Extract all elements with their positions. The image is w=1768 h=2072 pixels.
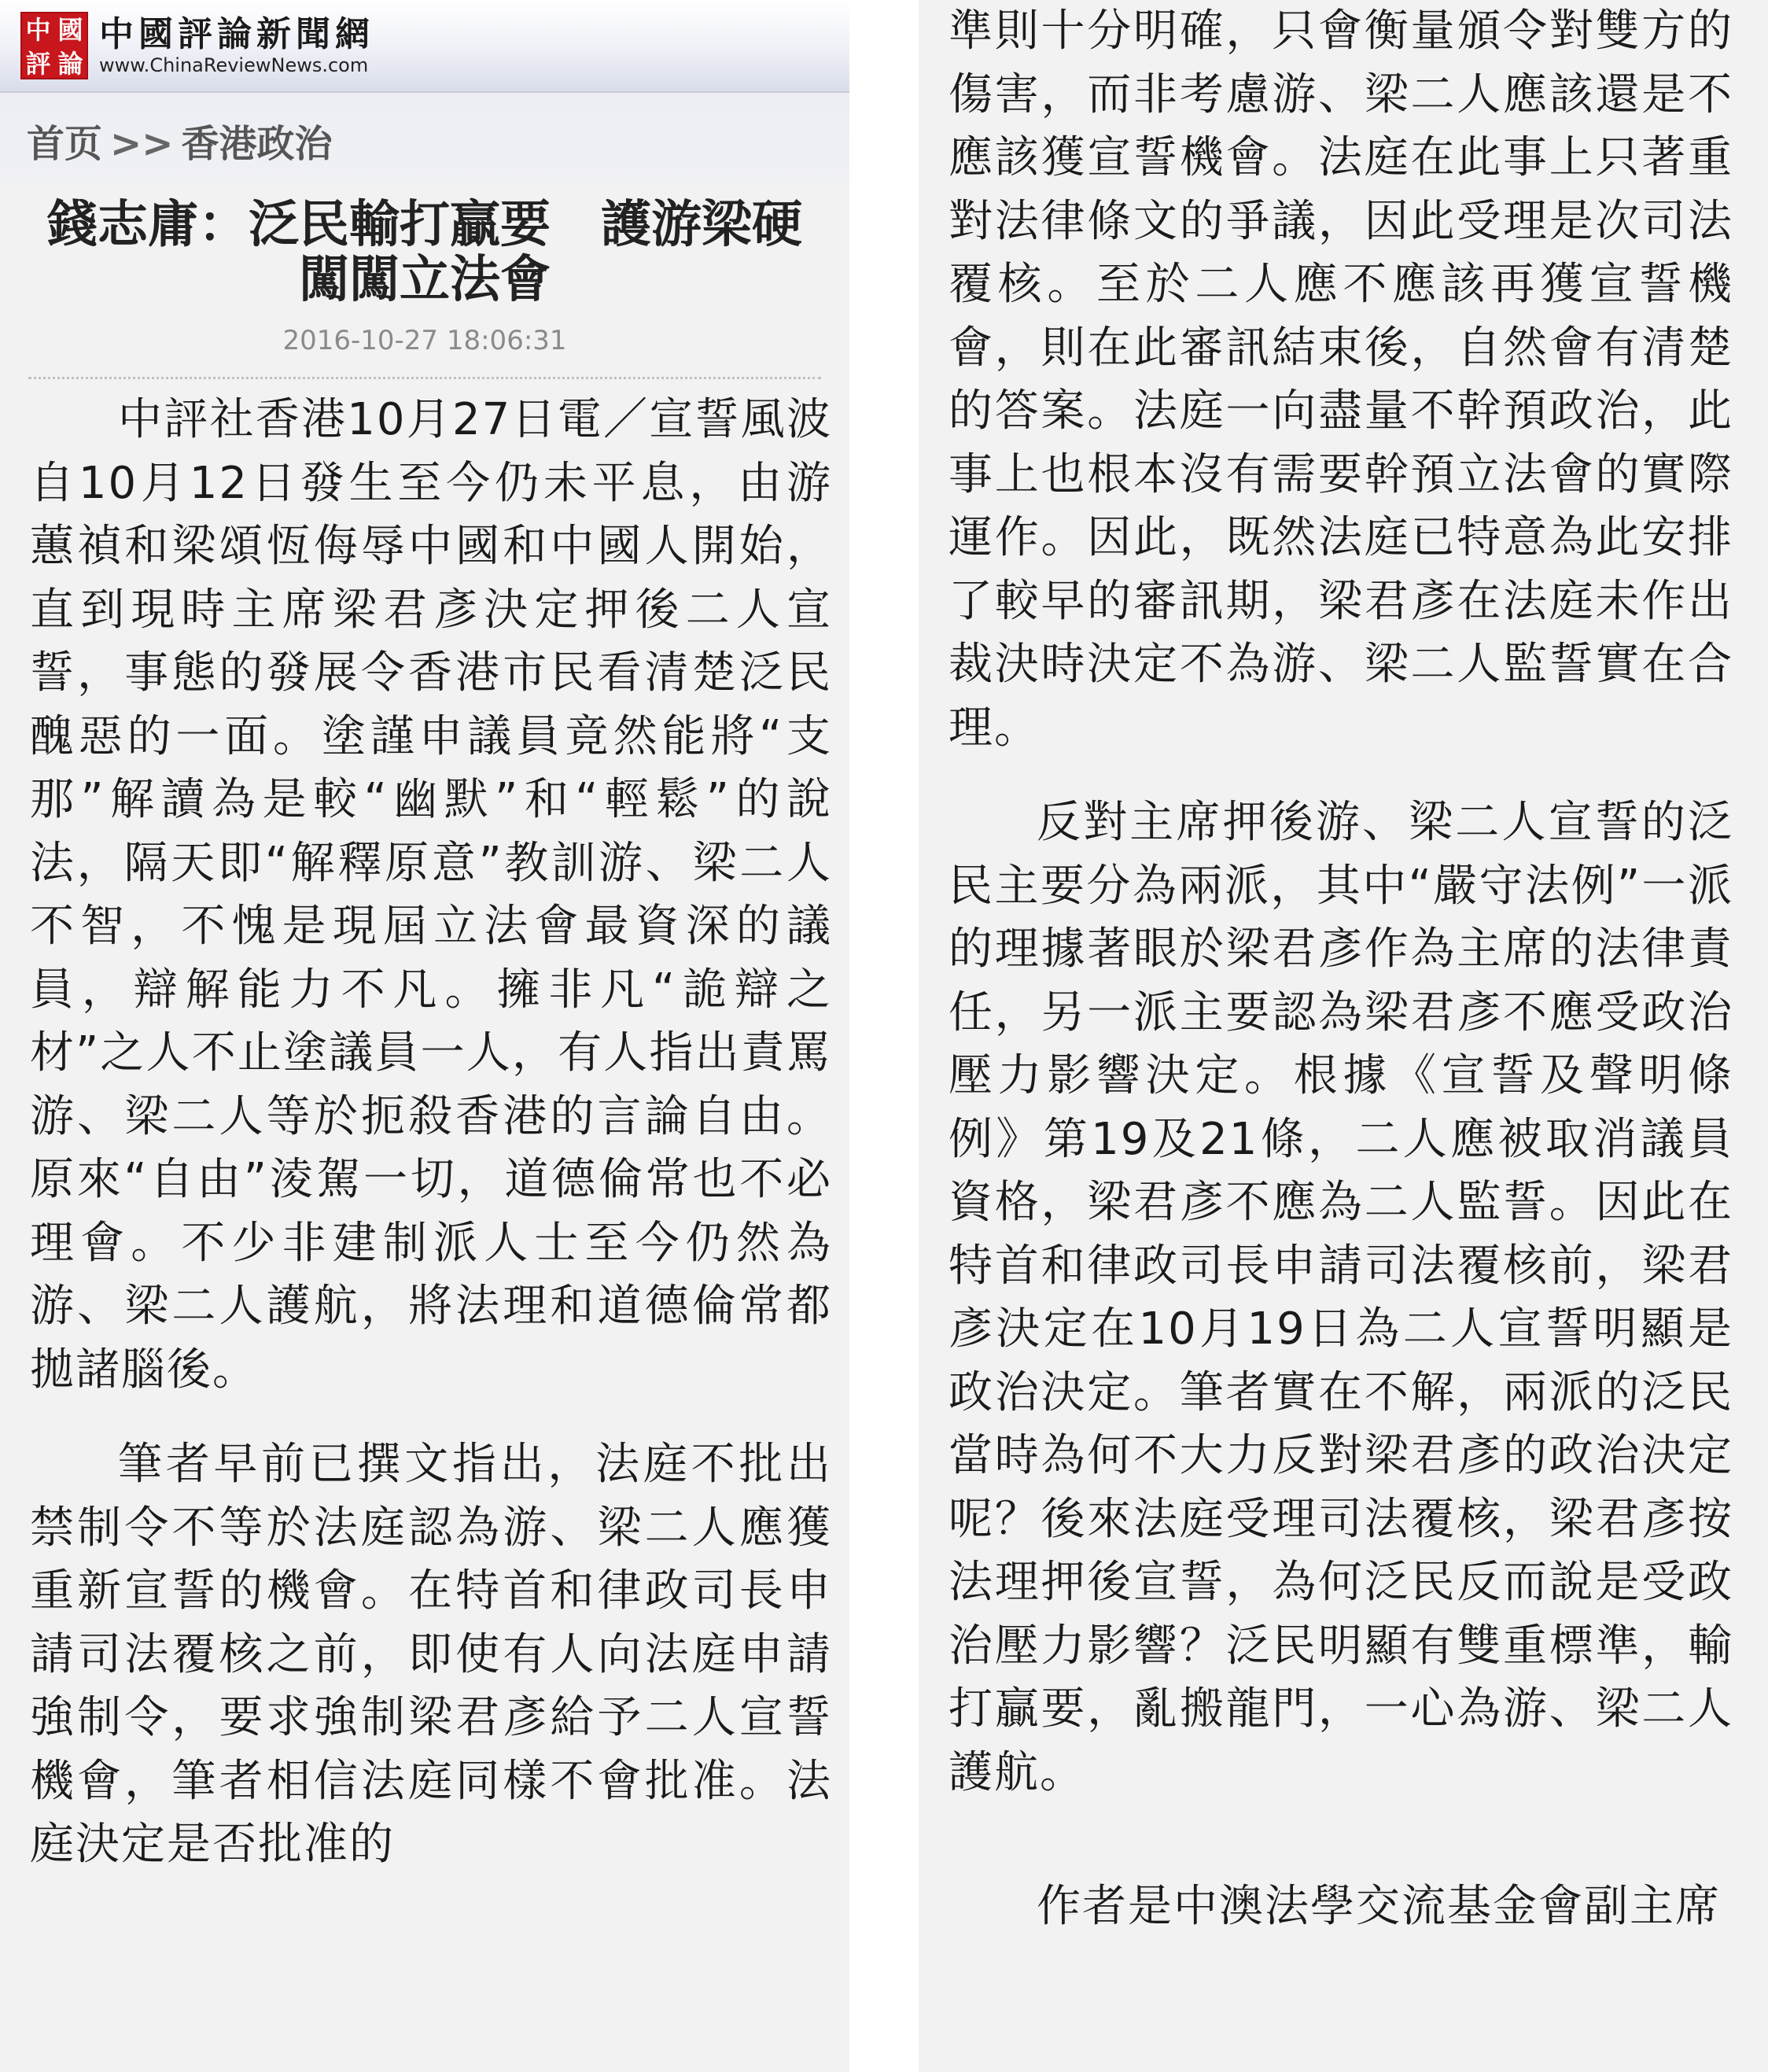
breadcrumb-separator: >> <box>110 122 174 166</box>
article-title-text: 錢志庸：泛民輸打贏要 護游梁硬闖闖立法會 <box>47 196 802 309</box>
logo-char: 評 <box>25 49 51 79</box>
logo-char: 中 <box>25 15 51 45</box>
right-column <box>919 0 1768 2072</box>
logo-text <box>99 15 374 76</box>
logo-char: 論 <box>57 49 83 79</box>
left-column <box>0 0 849 2072</box>
article-paragraph: 反對主席押後游、梁二人宣誓的泛民主要分為兩派，其中“嚴守法例”一派的理據著眼於梁君彥作為主席的法律責任，另一派主要認為梁君彥不應受政治壓力影響決定。根據《宣誓及聲明條例》第19及21條，二人應被取消議員資格，梁君彥不應為二人監誓。因此在特首和律政司長申請司法覆核前，梁君彥決定在10月19日為二人宣誓明顯是政治決定。筆者實在不解，兩派的泛民當時為何不大力反對梁君彥的政治決定呢？後來法庭受理司法覆核，梁君彥按法理押後宣誓，為何泛民反而說是受政治壓力影響？泛民明顯有雙重標準，輸打贏要，亂搬龍門，一心為游、梁二人護航。 <box>948 797 1733 1798</box>
site-name[interactable]: 中國評論新聞網 <box>99 14 374 54</box>
site-logo[interactable] <box>20 12 88 79</box>
breadcrumb-section-link[interactable]: 香港政治 <box>181 122 333 166</box>
site-header <box>0 0 849 93</box>
dotted-divider <box>28 377 821 379</box>
breadcrumb <box>0 93 849 183</box>
article-paragraph: 中評社香港10月27日電／宣誓風波自10月12日發生至今仍未平息，由游蕙禎和梁頌恆侮辱中國和中國人開始，直到現時主席梁君彥決定押後二人宣誓，事態的發展令香港市民看清楚泛民醜惡的一面。塗謹申議員竟然能將“支那”解讀為是較“幽默”和“輕鬆”的說法，隔天即“解釋原意”教訓游、梁二人不智，不愧是現屆立法會最資深的議員，辯解能力不凡。擁非凡“詭辯之材”之人不止塗議員一人，有人指出責罵游、梁二人等於扼殺香港的言論自由。原來“自由”淩駕一切，道德倫常也不必理會。不少非建制派人士至今仍然為游、梁二人護航，將法理和道德倫常都拋諸腦後。 <box>30 394 832 1395</box>
article-body-right <box>919 0 1768 1939</box>
article-body-left <box>0 389 849 1877</box>
author-note: 作者是中澳法學交流基金會副主席 <box>1037 1881 1721 1932</box>
article-paragraph: 筆者早前已撰文指出，法庭不批出禁制令不等於法庭認為游、梁二人應獲重新宣誓的機會。在特首和律政司長申請司法覆核之前，即使有人向法庭申請強制令，要求強制梁君彥給予二人宣誓機會，筆者相信法庭同樣不會批准。法庭決定是否批准的 <box>30 1439 832 1870</box>
article-paragraph: 準則十分明確，只會衡量頒令對雙方的傷害，而非考慮游、梁二人應該還是不應該獲宣誓機會。法庭在此事上只著重對法律條文的爭議，因此受理是次司法覆核。至於二人應不應該再獲宣誓機會，則在此審訊結束後，自然會有清楚的答案。法庭一向盡量不幹預政治，此事上也根本沒有需要幹預立法會的實際運作。因此，既然法庭已特意為此安排了較早的審訊期，梁君彥在法庭未作出裁決時決定不為游、梁二人監誓實在合理。 <box>948 6 1733 754</box>
logo-char: 國 <box>57 15 83 45</box>
site-url[interactable]: www.ChinaReviewNews.com <box>99 54 369 76</box>
publish-timestamp: 2016-10-27 18:06:31 <box>282 325 567 356</box>
breadcrumb-home-link[interactable]: 首页 <box>27 122 103 166</box>
article-title <box>0 197 849 308</box>
